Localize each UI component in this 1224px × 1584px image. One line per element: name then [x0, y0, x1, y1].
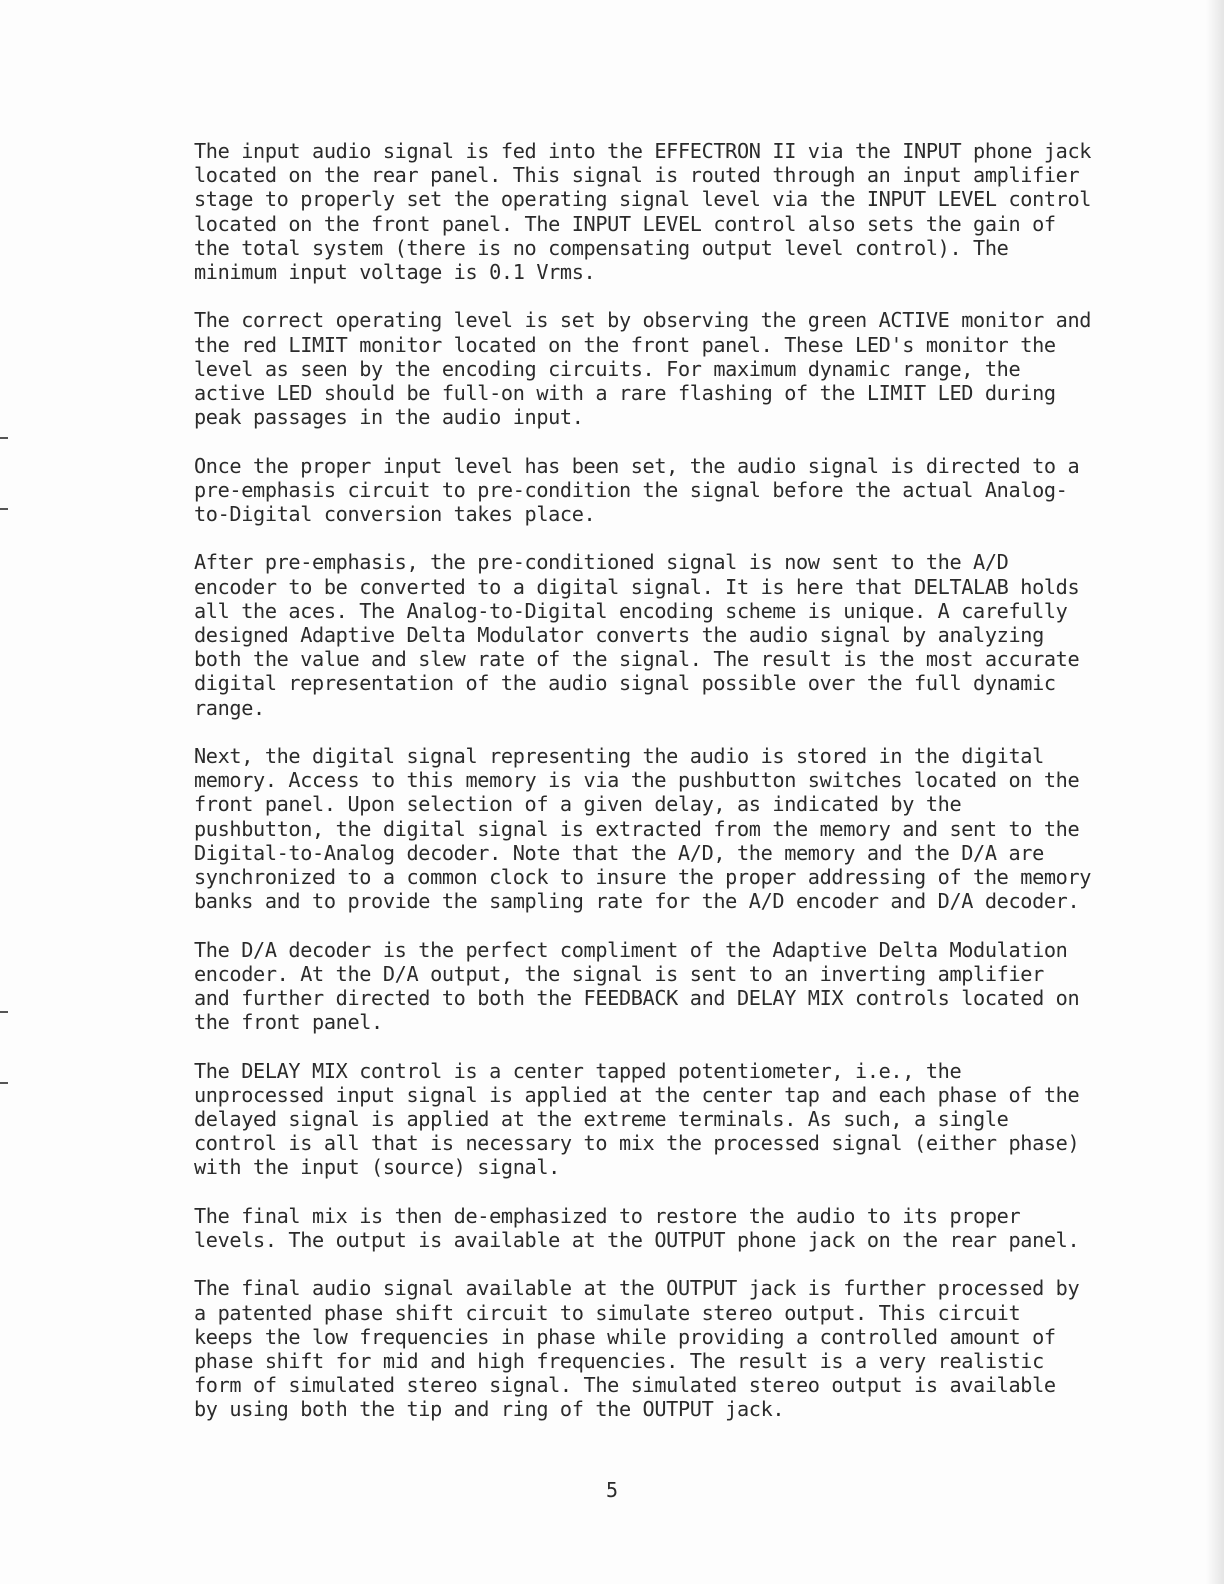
paragraph-stereo-output: The final audio signal available at the OUTPUT jack is further processed by a patented phase shift circuit to simulate stereo output. This circuit keeps the low frequencies in phase while providing a controlled amount of phase shift for mid and high frequencies. The result is a very realistic form of simulated stereo signal. The simulated stereo output is available by using both the tip and ring of the OUTPUT jack.	[194, 1276, 1080, 1422]
paragraph-ad-encoder: After pre-emphasis, the pre-conditioned signal is now sent to the A/D encoder to be converted to a digital signal. It is here that DELTALAB holds all the aces. The Analog-to-Digital encoding scheme is unique. A carefully designed Adaptive Delta Modulator converts the audio signal by analyzing both the value and slew rate of the signal. The result is the most accurate digital representation of the audio signal possible over the full dynamic range.	[194, 550, 1080, 720]
page-number: 5	[605, 1478, 619, 1502]
paragraph-input-signal: The input audio signal is fed into the EFFECTRON II via the INPUT phone jack located on the rear panel. This signal is routed through an input amplifier stage to properly set the operating signal level via the INPUT LEVEL control located on the front panel. The INPUT LEVEL control also sets the gain of the total system (there is no compensating output level control). The minimum input voltage is 0.1 Vrms.	[194, 139, 1092, 285]
paragraph-final-mix: The final mix is then de-emphasized to restore the audio to its proper levels. The output is available at the OUTPUT phone jack on the rear panel.	[194, 1203, 1080, 1253]
body-text	[194, 139, 1114, 1446]
paragraph-digital-memory: Next, the digital signal representing the audio is stored in the digital memory. Access to this memory is via the pushbutton switches located on the front panel. Upon selection of a given delay, as indicated by the pushbutton, the digital signal is extracted from the memory and sent to the Digital-to-Analog decoder. Note that the A/D, the memory and the D/A are synchronized to a common clock to insure the proper addressing of the memory banks and to provide the sampling rate for the A/D encoder and D/A decoder.	[194, 744, 1092, 914]
binding-marks	[0, 0, 12, 1584]
binding-mark	[0, 437, 8, 439]
paragraph-pre-emphasis: Once the proper input level has been set, the audio signal is directed to a pre-emphasis circuit to pre-condition the signal before the actual Analog- to-Digital conversion takes place.	[194, 453, 1080, 527]
binding-mark	[0, 1011, 8, 1013]
paragraph-da-decoder: The D/A decoder is the perfect compliment of the Adaptive Delta Modulation encoder. At the D/A output, the signal is sent to an inverting amplifier and further directed to both the FEEDBACK and DELAY MIX controls located on the front panel.	[194, 937, 1080, 1035]
paragraph-operating-level: The correct operating level is set by observing the green ACTIVE monitor and the red LIMIT monitor located on the front panel. These LED's monitor the level as seen by the encoding circuits. For maximum dynamic range, the active LED should be full-on with a rare flashing of the LIMIT LED during peak passages in the audio input.	[194, 308, 1092, 430]
paragraph-delay-mix: The DELAY MIX control is a center tapped potentiometer, i.e., the unprocessed input signal is applied at the center tap and each phase of the delayed signal is applied at the extreme terminals. As such, a single control is all that is necessary to mix the processed signal (either phase) with the input (source) signal.	[194, 1058, 1080, 1180]
binding-mark	[0, 1082, 8, 1084]
binding-mark	[0, 508, 8, 510]
page-edge-shadow	[1206, 0, 1224, 1584]
